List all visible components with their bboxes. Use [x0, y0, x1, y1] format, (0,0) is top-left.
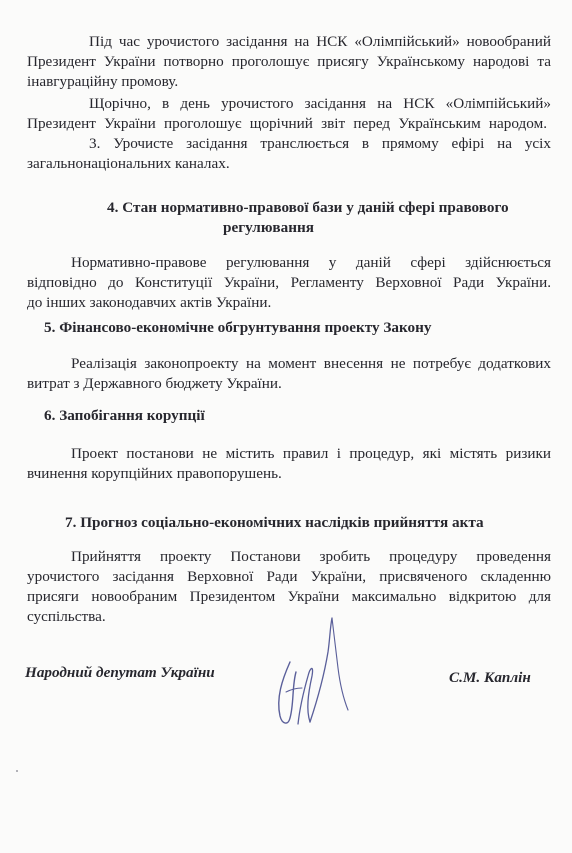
text-line: вчинення корупційних правопорушень.: [27, 465, 282, 482]
section-4-text: [27, 253, 551, 313]
section-5-heading: [44, 318, 431, 338]
text-line: Нормативно-правове регулювання у даній сфері здійснюється: [71, 254, 551, 271]
text-line: Щорічно, в день урочистого засідання на НСК «Олімпійський»: [89, 95, 551, 112]
section-7-heading: [65, 513, 484, 533]
section-5-text: [27, 354, 551, 394]
handwritten-signature-icon: [268, 606, 358, 736]
text-line: відповідно до Конституції України, Регламенту Верховної Ради України.: [27, 274, 551, 291]
text-line: Прийняття проекту Постанови зробить процедуру проведення: [71, 548, 551, 565]
signatory-name: С.М. Каплін: [449, 669, 531, 686]
heading-text: 5. Фінансово-економічне обгрунтування проекту Закону: [44, 319, 432, 336]
heading-text: 6. Запобігання корупції: [44, 407, 205, 424]
text-line: Проект постанови не містить правил і процедур, які містять ризики: [71, 445, 551, 462]
text-line: витрат з Державного бюджету України.: [27, 375, 282, 392]
heading-text: 7. Прогноз соціально-економічних наслідків прийняття акта: [65, 514, 484, 531]
heading-line: 4. Стан нормативно-правової бази у даній сфері правового: [107, 199, 509, 216]
text-line: Президент України потворно проголошує присягу Українському народові та: [27, 53, 551, 70]
paragraph-annual-report: [27, 94, 551, 134]
text-line: Президент України проголошує щорічний звіт перед Українським народом.: [27, 115, 547, 132]
scan-speck: [16, 770, 18, 772]
paragraph-inauguration: [27, 32, 551, 92]
text-line: інавгураційну промову.: [27, 73, 179, 90]
section-6-text: [27, 444, 551, 484]
section-6-heading: [44, 406, 205, 426]
text-line: до інших законодавчих актів України.: [27, 294, 272, 311]
text-line: присяги новообраним Президентом України максимально відкритою для: [27, 588, 551, 605]
signatory-position: Народний депутат України: [25, 664, 215, 681]
paragraph-broadcast: [27, 134, 551, 174]
section-4-heading: [107, 198, 509, 238]
text-line: Реалізація законопроекту на момент внесення не потребує додаткових: [71, 355, 551, 372]
text-line: загальнонаціональних каналах.: [27, 155, 230, 172]
text-line: 3. Урочисте засідання транслюється в прямому ефірі на усіх: [89, 135, 551, 152]
text-line: Під час урочистого засідання на НСК «Олімпійський» новообраний: [89, 33, 551, 50]
text-line: урочистого засідання Верховної Ради України, присвяченого складенню: [27, 568, 551, 585]
text-line: суспільства.: [27, 608, 106, 625]
heading-line: регулювання: [223, 219, 314, 236]
